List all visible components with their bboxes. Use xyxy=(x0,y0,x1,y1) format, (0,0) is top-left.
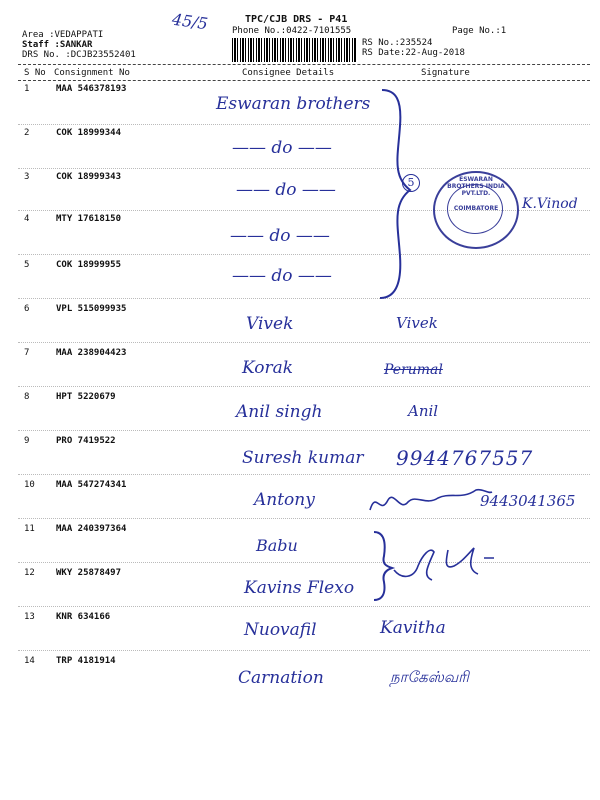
col-consignment-header: Consignment No xyxy=(54,68,130,78)
row-signature: Vivek xyxy=(396,314,438,332)
col-consignee-header: Consignee Details xyxy=(242,68,335,78)
row-consignee: Suresh kumar xyxy=(242,448,364,468)
row-sno: 7 xyxy=(24,348,30,358)
row-consignment: HPT 5220679 xyxy=(56,392,116,402)
row-signature: Anil xyxy=(408,402,439,420)
rs-number: RS No.:235524 xyxy=(362,38,433,48)
row-divider xyxy=(18,124,590,125)
row-signature: 9944767557 xyxy=(396,446,534,470)
row-consignment: COK 18999344 xyxy=(56,128,122,138)
row-consignment: MAA 240397364 xyxy=(56,524,127,534)
row-consignee: Antony xyxy=(254,490,315,510)
stamp-company-name: ESWARAN BROTHERS INDIA PVT.LTD. xyxy=(447,176,505,197)
row-sno: 10 xyxy=(24,480,35,490)
row-divider xyxy=(18,386,590,387)
row-consignment: MAA 238904423 xyxy=(56,348,127,358)
row-sno: 2 xyxy=(24,128,30,138)
row-sno: 3 xyxy=(24,172,30,182)
row-signature: 9443041365 xyxy=(480,492,576,510)
row-divider xyxy=(18,430,590,431)
header-rule-top xyxy=(18,64,590,65)
row-signature: Kavitha xyxy=(380,618,446,638)
area-label: Area :VEDAPPATI xyxy=(22,30,104,40)
row-sno: 6 xyxy=(24,304,30,314)
row-consignment: MTY 17618150 xyxy=(56,214,122,224)
manifest-title: TPC/CJB DRS - P41 xyxy=(245,14,348,25)
row-consignee: —— do —— xyxy=(232,266,332,286)
stamp-city: COIMBATORE xyxy=(453,205,499,212)
row-consignment: WKY 25878497 xyxy=(56,568,122,578)
row-consignee: Babu xyxy=(256,536,298,555)
side-signature: K.Vinod xyxy=(522,196,578,212)
group-count: 5 xyxy=(402,174,420,192)
row-consignment: KNR 634166 xyxy=(56,612,111,622)
group-bracket-top xyxy=(370,86,420,302)
row-sno: 5 xyxy=(24,260,30,270)
row-consignment: VPL 515099935 xyxy=(56,304,127,314)
row-consignee: Carnation xyxy=(238,668,324,688)
row-consignment: COK 18999343 xyxy=(56,172,122,182)
signature-scribble xyxy=(388,540,498,590)
row-consignee: Eswaran brothers xyxy=(216,94,371,114)
col-sno-header: S No xyxy=(24,68,46,78)
row-consignee: Nuovafil xyxy=(244,620,317,640)
row-sno: 1 xyxy=(24,84,30,94)
page-number: Page No.:1 xyxy=(452,26,507,36)
row-sno: 9 xyxy=(24,436,30,446)
row-sno: 13 xyxy=(24,612,35,622)
phone-number: Phone No.:0422-7101555 xyxy=(232,26,352,36)
row-consignee: Vivek xyxy=(246,314,294,334)
row-sno: 4 xyxy=(24,214,30,224)
row-sno: 8 xyxy=(24,392,30,402)
row-consignment: MAA 546378193 xyxy=(56,84,127,94)
header-rule-bottom xyxy=(18,80,590,81)
row-consignment: MAA 547274341 xyxy=(56,480,127,490)
row-signature: Perumal xyxy=(384,362,443,378)
handwritten-count: 45/5 xyxy=(170,9,210,34)
staff-label: Staff :SANKAR xyxy=(22,40,93,50)
drs-number: DRS No. :DCJB23552401 xyxy=(22,50,136,60)
row-sno: 12 xyxy=(24,568,35,578)
row-divider xyxy=(18,606,590,607)
row-consignment: TRP 4181914 xyxy=(56,656,116,666)
barcode-image xyxy=(232,38,357,62)
row-divider xyxy=(18,562,590,563)
row-consignment: COK 18999955 xyxy=(56,260,122,270)
row-consignee: —— do —— xyxy=(232,138,332,158)
row-consignee: —— do —— xyxy=(230,226,330,246)
col-signature-header: Signature xyxy=(421,68,470,78)
signature-scribble xyxy=(366,480,496,520)
row-divider xyxy=(18,254,590,255)
row-divider xyxy=(18,474,590,475)
row-divider xyxy=(18,518,590,519)
row-consignee: —— do —— xyxy=(236,180,336,200)
row-consignee: Anil singh xyxy=(236,402,323,422)
row-sno: 11 xyxy=(24,524,35,534)
row-divider xyxy=(18,650,590,651)
row-divider xyxy=(18,168,590,169)
row-signature: நாகேஸ்வரி xyxy=(390,668,469,686)
company-stamp xyxy=(433,171,519,249)
row-consignee: Kavins Flexo xyxy=(244,578,355,598)
row-divider xyxy=(18,342,590,343)
row-sno: 14 xyxy=(24,656,35,666)
rs-date: RS Date:22-Aug-2018 xyxy=(362,48,465,58)
row-consignee: Korak xyxy=(242,358,294,378)
row-divider xyxy=(18,298,590,299)
row-consignment: PRO 7419522 xyxy=(56,436,116,446)
